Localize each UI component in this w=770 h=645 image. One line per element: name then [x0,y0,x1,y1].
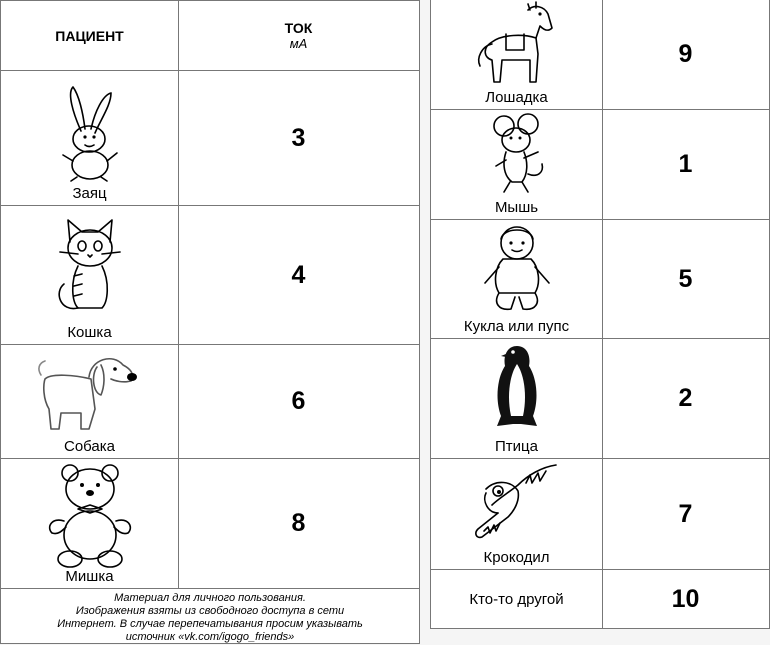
doll-icon [477,223,557,315]
patient-cell [1,459,179,588]
patient-name: Мишка [65,568,114,585]
crocodile-icon [472,461,562,545]
table-row [1,71,419,206]
patient-name: Птица [495,438,538,455]
teddy-bear-icon [40,461,140,569]
current-cell [178,206,419,344]
patient-cell [431,339,603,458]
current-header-text: ТОК [284,20,313,36]
footer-note [1,592,419,644]
current-value: 7 [678,499,693,528]
horse-icon [472,2,562,90]
footer-line: Материал для личного пользования. [114,592,306,604]
current-value: 2 [678,384,693,412]
patient-cell [1,345,179,458]
footer-line: источник «vk.com/igogo_friends» [125,631,295,643]
patient-name: Кукла или пупс [463,318,570,335]
current-value: 8 [291,509,306,537]
table-row [1,459,419,589]
patient-cell [1,206,179,344]
hare-icon [45,83,135,183]
mouse-icon [482,112,552,198]
current-value: 9 [678,40,693,68]
current-value: 4 [291,260,306,289]
current-column-header [178,1,419,70]
current-value: 5 [678,264,693,293]
penguin-icon [487,342,547,432]
current-value: 1 [678,150,693,178]
current-cell [602,110,769,219]
table-row [1,206,419,345]
patient-cell [431,570,603,629]
patient-name: Собака [64,438,115,455]
dog-icon [35,349,145,434]
current-cell [178,71,419,205]
patient-header-text: ПАЦИЕНТ [55,27,124,44]
footer-line: Изображения взяты из свободного доступа в сети [75,605,345,617]
patient-name: Лошадка [485,89,548,106]
patient-name: Кто-то другой [469,591,564,608]
patient-name: Кошка [67,324,112,341]
current-cell [602,0,769,109]
patient-cell [431,0,603,109]
header-row [1,1,419,71]
patient-cell [431,220,603,338]
patient-name: Заяц [72,185,107,202]
right-table [430,0,770,629]
current-cell [602,220,769,338]
current-cell [602,570,769,629]
table-row [431,570,769,629]
current-cell [602,339,769,458]
patient-column-header [1,1,179,70]
current-value: 10 [671,585,700,613]
footer-line: Интернет. В случае перепечатывания просим указывать [57,618,363,630]
patient-cell [431,459,603,569]
table-row [431,220,769,339]
current-value: 3 [291,123,306,152]
table-row [431,0,769,110]
current-unit-text: мА [289,36,308,51]
current-cell [602,459,769,569]
patient-name: Мышь [494,199,539,216]
current-cell [178,459,419,588]
table-row [1,345,419,459]
cat-icon [50,212,130,317]
current-cell [178,345,419,458]
patient-name: Крокодил [483,549,550,566]
patient-cell [431,110,603,219]
table-row [431,339,769,459]
current-value: 6 [291,387,306,415]
footer-row [1,589,419,645]
table-row [431,459,769,570]
patient-cell [1,71,179,205]
table-row [431,110,769,220]
